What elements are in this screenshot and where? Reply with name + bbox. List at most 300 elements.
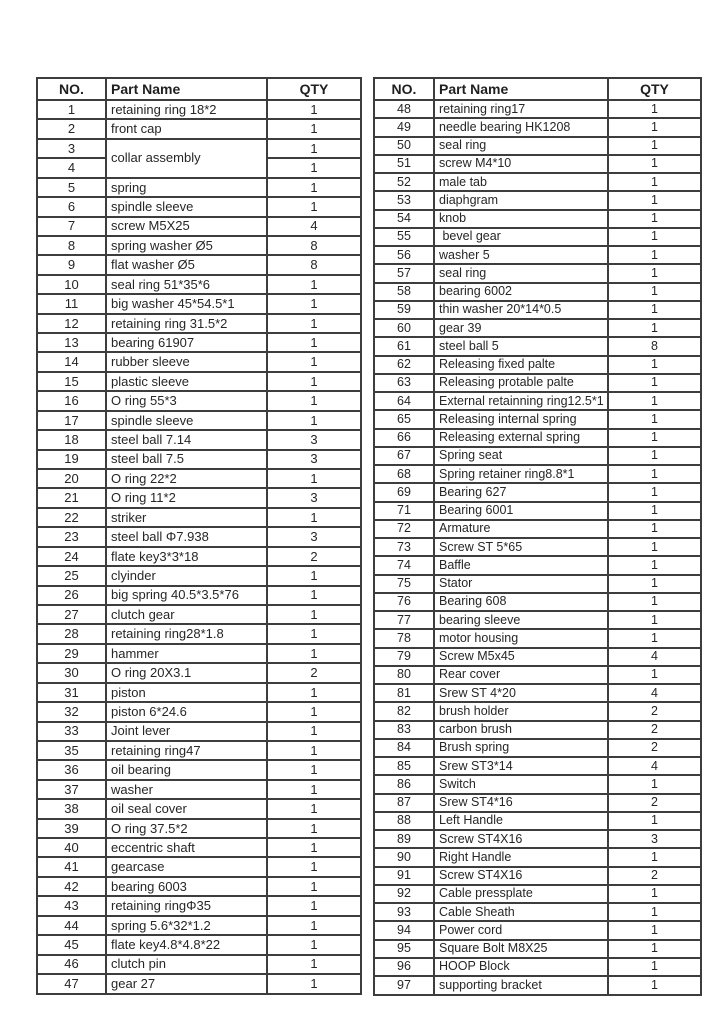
no-cell: 53 (374, 191, 434, 209)
part-name-cell: brush holder (434, 702, 608, 720)
part-name-cell: O ring 20X3.1 (106, 663, 267, 682)
table-row (374, 356, 701, 374)
no-cell: 80 (374, 666, 434, 684)
no-cell: 56 (374, 246, 434, 264)
part-name-cell: flate key4.8*4.8*22 (106, 935, 267, 954)
part-name-cell: striker (106, 508, 267, 527)
table-row (374, 867, 701, 885)
table-row (374, 228, 701, 246)
table-row (374, 374, 701, 392)
table-row (374, 848, 701, 866)
part-name-cell: Cable Sheath (434, 903, 608, 921)
table-row (37, 877, 361, 896)
table-row (374, 410, 701, 428)
table-row (374, 502, 701, 520)
no-cell: 41 (37, 857, 106, 876)
part-name-cell: eccentric shaft (106, 838, 267, 857)
qty-cell: 1 (267, 838, 361, 857)
part-name-cell: washer (106, 780, 267, 799)
table-row (374, 137, 701, 155)
qty-cell: 1 (608, 173, 701, 191)
no-cell: 92 (374, 885, 434, 903)
table-row (37, 333, 361, 352)
qty-cell: 1 (608, 374, 701, 392)
no-cell: 59 (374, 301, 434, 319)
part-name-cell: gear 39 (434, 319, 608, 337)
part-name-cell: hammer (106, 644, 267, 663)
qty-cell: 1 (267, 857, 361, 876)
no-cell: 23 (37, 527, 106, 546)
table-row (374, 429, 701, 447)
no-cell: 54 (374, 210, 434, 228)
table-row (374, 155, 701, 173)
table-row (374, 958, 701, 976)
no-cell: 86 (374, 775, 434, 793)
part-name-cell: flat washer Ø5 (106, 255, 267, 274)
no-cell: 22 (37, 508, 106, 527)
table-row (37, 275, 361, 294)
table-row (374, 739, 701, 757)
table-row (374, 173, 701, 191)
no-cell: 39 (37, 819, 106, 838)
no-cell: 48 (374, 100, 434, 118)
table-row (37, 508, 361, 527)
table-row (374, 648, 701, 666)
no-cell: 6 (37, 197, 106, 216)
table-row (374, 593, 701, 611)
column-header-qty: QTY (267, 78, 361, 100)
no-cell: 91 (374, 867, 434, 885)
no-cell: 15 (37, 372, 106, 391)
no-cell: 19 (37, 450, 106, 469)
qty-cell: 1 (608, 848, 701, 866)
part-name-cell: needle bearing HK1208 (434, 118, 608, 136)
part-name-cell: knob (434, 210, 608, 228)
part-name-cell: Screw ST4X16 (434, 867, 608, 885)
qty-cell: 1 (267, 760, 361, 779)
table-row (37, 819, 361, 838)
part-name-cell: retaining ringΦ35 (106, 896, 267, 915)
part-name-cell: supporting bracket (434, 976, 608, 995)
part-name-cell: Screw ST 5*65 (434, 538, 608, 556)
table-row (37, 780, 361, 799)
part-name-cell: retaining ring 18*2 (106, 100, 267, 119)
part-name-cell: retaining ring 31.5*2 (106, 314, 267, 333)
part-name-cell: Spring retainer ring8.8*1 (434, 465, 608, 483)
table-left-header (37, 78, 361, 100)
part-name-cell: Srew ST 4*20 (434, 684, 608, 702)
qty-cell: 1 (608, 903, 701, 921)
table-row (37, 760, 361, 779)
qty-cell: 4 (608, 757, 701, 775)
qty-cell: 1 (267, 391, 361, 410)
qty-cell: 1 (608, 429, 701, 447)
table-row (37, 488, 361, 507)
no-cell: 65 (374, 410, 434, 428)
qty-cell: 1 (267, 819, 361, 838)
qty-cell: 1 (608, 301, 701, 319)
no-cell: 17 (37, 411, 106, 430)
part-name-cell: spindle sleeve (106, 411, 267, 430)
part-name-cell: Armature (434, 520, 608, 538)
table-row (374, 629, 701, 647)
part-name-cell: Srew ST4*16 (434, 794, 608, 812)
part-name-cell: screw M5X25 (106, 217, 267, 236)
qty-cell: 1 (267, 605, 361, 624)
no-cell: 18 (37, 430, 106, 449)
qty-cell: 1 (608, 319, 701, 337)
part-name-cell: Power cord (434, 921, 608, 939)
qty-cell: 1 (267, 683, 361, 702)
part-name-cell: big washer 45*54.5*1 (106, 294, 267, 313)
part-name-cell: Right Handle (434, 848, 608, 866)
table-row (374, 666, 701, 684)
table-row (374, 976, 701, 995)
qty-cell: 3 (267, 430, 361, 449)
table-row (374, 100, 701, 118)
qty-cell: 1 (267, 955, 361, 974)
no-cell: 61 (374, 337, 434, 355)
table-right-body (374, 100, 701, 995)
part-name-cell: steel ball 7.5 (106, 450, 267, 469)
part-name-cell: male tab (434, 173, 608, 191)
part-name-cell: seal ring (434, 264, 608, 282)
part-name-cell: bearing 61907 (106, 333, 267, 352)
part-name-cell: External retainning ring12.5*1 (434, 392, 608, 410)
table-row (37, 236, 361, 255)
table-row (37, 624, 361, 643)
part-name-cell: piston (106, 683, 267, 702)
no-cell: 87 (374, 794, 434, 812)
part-name-cell: clutch gear (106, 605, 267, 624)
table-row (374, 794, 701, 812)
part-name-cell: retaining ring17 (434, 100, 608, 118)
qty-cell: 1 (267, 100, 361, 119)
no-cell: 89 (374, 830, 434, 848)
part-name-cell: Releasing internal spring (434, 410, 608, 428)
part-name-cell: Rear cover (434, 666, 608, 684)
no-cell: 82 (374, 702, 434, 720)
part-name-cell: Releasing protable palte (434, 374, 608, 392)
table-row (37, 527, 361, 546)
table-row (37, 916, 361, 935)
table-row (374, 575, 701, 593)
table-row (374, 337, 701, 355)
part-name-cell: HOOP Block (434, 958, 608, 976)
part-name-cell: Spring seat (434, 447, 608, 465)
part-name-cell: Releasing external spring (434, 429, 608, 447)
qty-cell: 8 (267, 236, 361, 255)
qty-cell: 1 (608, 392, 701, 410)
part-name-cell: flate key3*3*18 (106, 547, 267, 566)
table-row (37, 139, 361, 158)
part-name-cell: washer 5 (434, 246, 608, 264)
no-cell: 57 (374, 264, 434, 282)
no-cell: 67 (374, 447, 434, 465)
qty-cell: 1 (608, 940, 701, 958)
part-name-cell: seal ring (434, 137, 608, 155)
part-name-cell: piston 6*24.6 (106, 702, 267, 721)
part-name-cell: retaining ring28*1.8 (106, 624, 267, 643)
qty-cell: 3 (267, 527, 361, 546)
table-row (374, 118, 701, 136)
no-cell: 1 (37, 100, 106, 119)
qty-cell: 1 (267, 333, 361, 352)
no-cell: 31 (37, 683, 106, 702)
table-row (374, 702, 701, 720)
no-cell: 55 (374, 228, 434, 246)
no-cell: 47 (37, 974, 106, 994)
qty-cell: 1 (267, 722, 361, 741)
qty-cell: 1 (267, 644, 361, 663)
no-cell: 97 (374, 976, 434, 995)
qty-cell: 1 (267, 896, 361, 915)
qty-cell: 8 (267, 255, 361, 274)
qty-cell: 1 (608, 666, 701, 684)
no-cell: 83 (374, 721, 434, 739)
table-left-body (37, 100, 361, 994)
part-name-cell: motor housing (434, 629, 608, 647)
table-row (374, 775, 701, 793)
no-cell: 20 (37, 469, 106, 488)
table-row (374, 447, 701, 465)
no-cell: 52 (374, 173, 434, 191)
no-cell: 11 (37, 294, 106, 313)
table-row (37, 255, 361, 274)
part-name-cell: bearing 6002 (434, 283, 608, 301)
table-row (374, 611, 701, 629)
no-cell: 69 (374, 483, 434, 501)
qty-cell: 2 (267, 663, 361, 682)
no-cell: 38 (37, 799, 106, 818)
qty-cell: 1 (267, 566, 361, 585)
qty-cell: 1 (267, 314, 361, 333)
qty-cell: 3 (267, 450, 361, 469)
part-name-cell: gearcase (106, 857, 267, 876)
table-row (374, 812, 701, 830)
qty-cell: 1 (608, 538, 701, 556)
table-row (37, 955, 361, 974)
part-name-cell: Cable pressplate (434, 885, 608, 903)
no-cell: 25 (37, 566, 106, 585)
no-cell: 90 (374, 848, 434, 866)
part-name-cell: O ring 11*2 (106, 488, 267, 507)
part-name-cell: O ring 22*2 (106, 469, 267, 488)
no-cell: 60 (374, 319, 434, 337)
qty-cell: 1 (267, 780, 361, 799)
table-row (37, 469, 361, 488)
no-cell: 45 (37, 935, 106, 954)
table-row (37, 430, 361, 449)
table-row (374, 210, 701, 228)
table-row (37, 411, 361, 430)
no-cell: 5 (37, 178, 106, 197)
qty-cell: 1 (608, 775, 701, 793)
qty-cell: 3 (267, 488, 361, 507)
part-name-cell: big spring 40.5*3.5*76 (106, 586, 267, 605)
part-name-cell: clutch pin (106, 955, 267, 974)
column-header-part-name: Part Name (434, 78, 608, 100)
table-row (374, 830, 701, 848)
table-row (37, 178, 361, 197)
no-cell: 50 (374, 137, 434, 155)
part-name-cell: spindle sleeve (106, 197, 267, 216)
part-name-cell: Left Handle (434, 812, 608, 830)
qty-cell: 2 (608, 721, 701, 739)
parts-table-left (36, 77, 362, 995)
table-row (37, 838, 361, 857)
column-header-part-name: Part Name (106, 78, 267, 100)
part-name-cell: Bearing 608 (434, 593, 608, 611)
part-name-cell: O ring 55*3 (106, 391, 267, 410)
qty-cell: 1 (267, 916, 361, 935)
header-row (37, 78, 361, 100)
qty-cell: 1 (608, 611, 701, 629)
table-row (374, 757, 701, 775)
part-name-cell: Bearing 6001 (434, 502, 608, 520)
qty-cell: 1 (608, 556, 701, 574)
column-header-qty: QTY (608, 78, 701, 100)
no-cell: 95 (374, 940, 434, 958)
table-row (37, 566, 361, 585)
qty-cell: 1 (267, 935, 361, 954)
qty-cell: 2 (608, 794, 701, 812)
qty-cell: 2 (608, 702, 701, 720)
qty-cell: 1 (608, 921, 701, 939)
qty-cell: 1 (267, 877, 361, 896)
part-name-cell: Releasing fixed palte (434, 356, 608, 374)
no-cell: 10 (37, 275, 106, 294)
column-header-no: NO. (374, 78, 434, 100)
table-row (37, 391, 361, 410)
table-row (374, 885, 701, 903)
table-row (37, 857, 361, 876)
table-row (374, 903, 701, 921)
no-cell: 40 (37, 838, 106, 857)
qty-cell: 1 (267, 741, 361, 760)
qty-cell: 1 (267, 702, 361, 721)
table-row (374, 465, 701, 483)
no-cell: 58 (374, 283, 434, 301)
parts-table-right (373, 77, 702, 996)
no-cell: 93 (374, 903, 434, 921)
part-name-cell: Switch (434, 775, 608, 793)
table-row (37, 663, 361, 682)
part-name-cell: spring (106, 178, 267, 197)
qty-cell: 1 (267, 586, 361, 605)
table-row (374, 520, 701, 538)
table-row (37, 119, 361, 138)
table-row (37, 896, 361, 915)
qty-cell: 1 (608, 264, 701, 282)
no-cell: 88 (374, 812, 434, 830)
qty-cell: 1 (267, 197, 361, 216)
qty-cell: 1 (608, 137, 701, 155)
table-row (37, 294, 361, 313)
table-row (37, 372, 361, 391)
table-row (374, 392, 701, 410)
no-cell: 12 (37, 314, 106, 333)
no-cell: 66 (374, 429, 434, 447)
qty-cell: 1 (267, 624, 361, 643)
part-name-cell: retaining ring47 (106, 741, 267, 760)
table-row (37, 605, 361, 624)
part-name-cell: front cap (106, 119, 267, 138)
part-name-cell: Screw ST4X16 (434, 830, 608, 848)
no-cell: 13 (37, 333, 106, 352)
table-row (374, 940, 701, 958)
table-row (374, 246, 701, 264)
table-row (37, 741, 361, 760)
part-name-cell: Joint lever (106, 722, 267, 741)
qty-cell: 1 (608, 283, 701, 301)
no-cell: 49 (374, 118, 434, 136)
qty-cell: 1 (608, 483, 701, 501)
qty-cell: 2 (608, 867, 701, 885)
part-name-cell: oil seal cover (106, 799, 267, 818)
part-name-cell: Stator (434, 575, 608, 593)
table-row (374, 921, 701, 939)
table-row (37, 644, 361, 663)
part-name-cell: collar assembly (106, 139, 267, 178)
no-cell: 14 (37, 352, 106, 371)
qty-cell: 1 (267, 119, 361, 138)
qty-cell: 1 (608, 629, 701, 647)
qty-cell: 2 (267, 547, 361, 566)
qty-cell: 1 (608, 976, 701, 995)
qty-cell: 1 (608, 447, 701, 465)
qty-cell: 1 (267, 799, 361, 818)
qty-cell: 1 (608, 885, 701, 903)
table-row (374, 538, 701, 556)
part-name-cell: oil bearing (106, 760, 267, 779)
table-row (374, 301, 701, 319)
qty-cell: 1 (608, 593, 701, 611)
no-cell: 29 (37, 644, 106, 663)
part-name-cell: spring washer Ø5 (106, 236, 267, 255)
table-row (374, 483, 701, 501)
qty-cell: 1 (608, 812, 701, 830)
no-cell: 37 (37, 780, 106, 799)
no-cell: 30 (37, 663, 106, 682)
no-cell: 36 (37, 760, 106, 779)
no-cell: 63 (374, 374, 434, 392)
qty-cell: 1 (267, 372, 361, 391)
no-cell: 42 (37, 877, 106, 896)
qty-cell: 1 (608, 246, 701, 264)
part-name-cell: carbon brush (434, 721, 608, 739)
qty-cell: 1 (608, 465, 701, 483)
table-row (374, 283, 701, 301)
no-cell: 2 (37, 119, 106, 138)
part-name-cell: bevel gear (434, 228, 608, 246)
qty-cell: 3 (608, 830, 701, 848)
qty-cell: 1 (267, 139, 361, 158)
table-row (37, 935, 361, 954)
no-cell: 46 (37, 955, 106, 974)
part-name-cell: Baffle (434, 556, 608, 574)
part-name-cell: Brush spring (434, 739, 608, 757)
table-row (374, 556, 701, 574)
part-name-cell: spring 5.6*32*1.2 (106, 916, 267, 935)
no-cell: 28 (37, 624, 106, 643)
no-cell: 81 (374, 684, 434, 702)
qty-cell: 4 (608, 648, 701, 666)
no-cell: 76 (374, 593, 434, 611)
no-cell: 96 (374, 958, 434, 976)
qty-cell: 1 (608, 410, 701, 428)
qty-cell: 1 (267, 178, 361, 197)
